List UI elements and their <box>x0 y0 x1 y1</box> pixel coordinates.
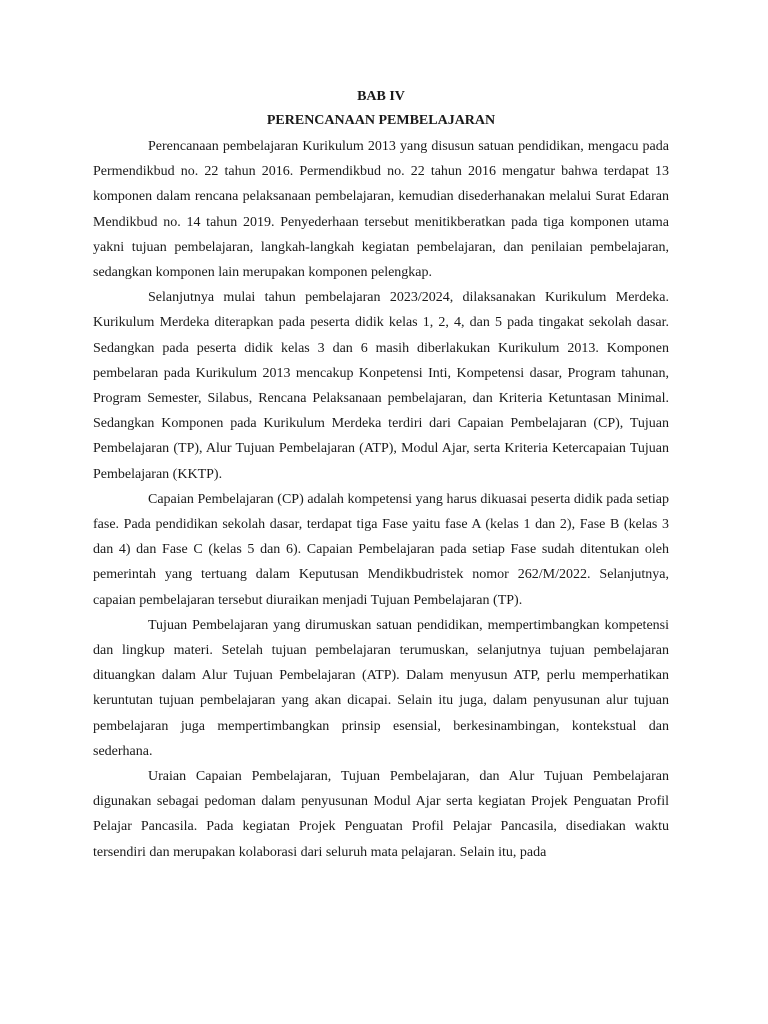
document-page <box>93 86 669 865</box>
chapter-heading: BAB IV <box>357 89 405 104</box>
chapter-title: PERENCANAAN PEMBELAJARAN <box>266 113 496 128</box>
body-text <box>93 134 669 865</box>
paragraph-2: Selanjutnya mulai tahun pembelajaran 2023/2024, dilaksanakan Kurikulum Merdeka. Kurikulum Merdeka diterapkan pada peserta didik kelas 1, 2, 4, dan 5 pada tingakat sekolah dasar. Sedangkan pada peserta didik kelas 3 dan 6 masih diberlakukan Kurikulum 2013. Komponen pembelaran pada Kurikulum 2013 mencakup Konpetensi Inti, Kompetensi dasar, Program tahunan, Program Semester, Silabus, Rencana Pelaksanaan pembelajaran, dan Kriteria Ketuntasan Minimal. Sedangkan Komponen pada Kurikulum Merdeka terdiri dari Capaian Pembelajaran (CP), Tujuan Pembelajaran (TP), Alur Tujuan Pembelajaran (ATP), Modul Ajar, serta Kriteria Ketercapaian Tujuan Pembelajaran (KKTP). <box>93 290 669 482</box>
paragraph-1: Perencanaan pembelajaran Kurikulum 2013 yang disusun satuan pendidikan, mengacu pada Permendikbud no. 22 tahun 2016. Permendikbud no. 22 tahun 2016 mengatur bahwa terdapat 13 komponen dalam rencana pelaksanaan pembelajaran, kemudian disederhanakan melalui Surat Edaran Mendikbud no. 14 tahun 2019. Penyederhaan tersebut menitikberatkan pada tiga komponen utama yakni tujuan pembelajaran, langkah-langkah kegiatan pembelajaran, dan penilaian pembelajaran, sedangkan komponen lain merupakan komponen pelengkap. <box>93 139 669 281</box>
paragraph-4: Tujuan Pembelajaran yang dirumuskan satuan pendidikan, mempertimbangkan kompetensi dan lingkup materi. Setelah tujuan pembelajaran terumuskan, selanjutnya tujuan pembelajaran dituangkan dalam Alur Tujuan Pembelajaran (ATP). Dalam menyusun ATP, perlu memperhatikan keruntutan tujuan pembelajaran yang akan dicapai. Selain itu juga, dalam penyusunan alur tujuan pembelajaran juga mempertimbangkan prinsip esensial, berkesinambingan, kontekstual dan sederhana. <box>93 617 669 759</box>
paragraph-3: Capaian Pembelajaran (CP) adalah kompetensi yang harus dikuasai peserta didik pada setiap fase. Pada pendidikan sekolah dasar, terdapat tiga Fase yaitu fase A (kelas 1 dan 2), Fase B (kelas 3 dan 4) dan Fase C (kelas 5 dan 6). Capaian Pembelajaran pada setiap Fase sudah ditentukan oleh pemerintah yang tertuang dalam Keputusan Mendikbudristek nomor 262/M/2022. Selanjutnya, capaian pembelajaran tersebut diuraikan menjadi Tujuan Pembelajaran (TP). <box>93 491 669 608</box>
paragraph-5: Uraian Capaian Pembelajaran, Tujuan Pembelajaran, dan Alur Tujuan Pembelajaran digunakan sebagai pedoman dalam penyusunan Modul Ajar serta kegiatan Projek Penguatan Profil Pelajar Pancasila. Pada kegiatan Projek Penguatan Profil Pelajar Pancasila, disediakan waktu tersendiri dan merupakan kolaborasi dari seluruh mata pelajaran. Selain itu, pada <box>93 769 669 860</box>
